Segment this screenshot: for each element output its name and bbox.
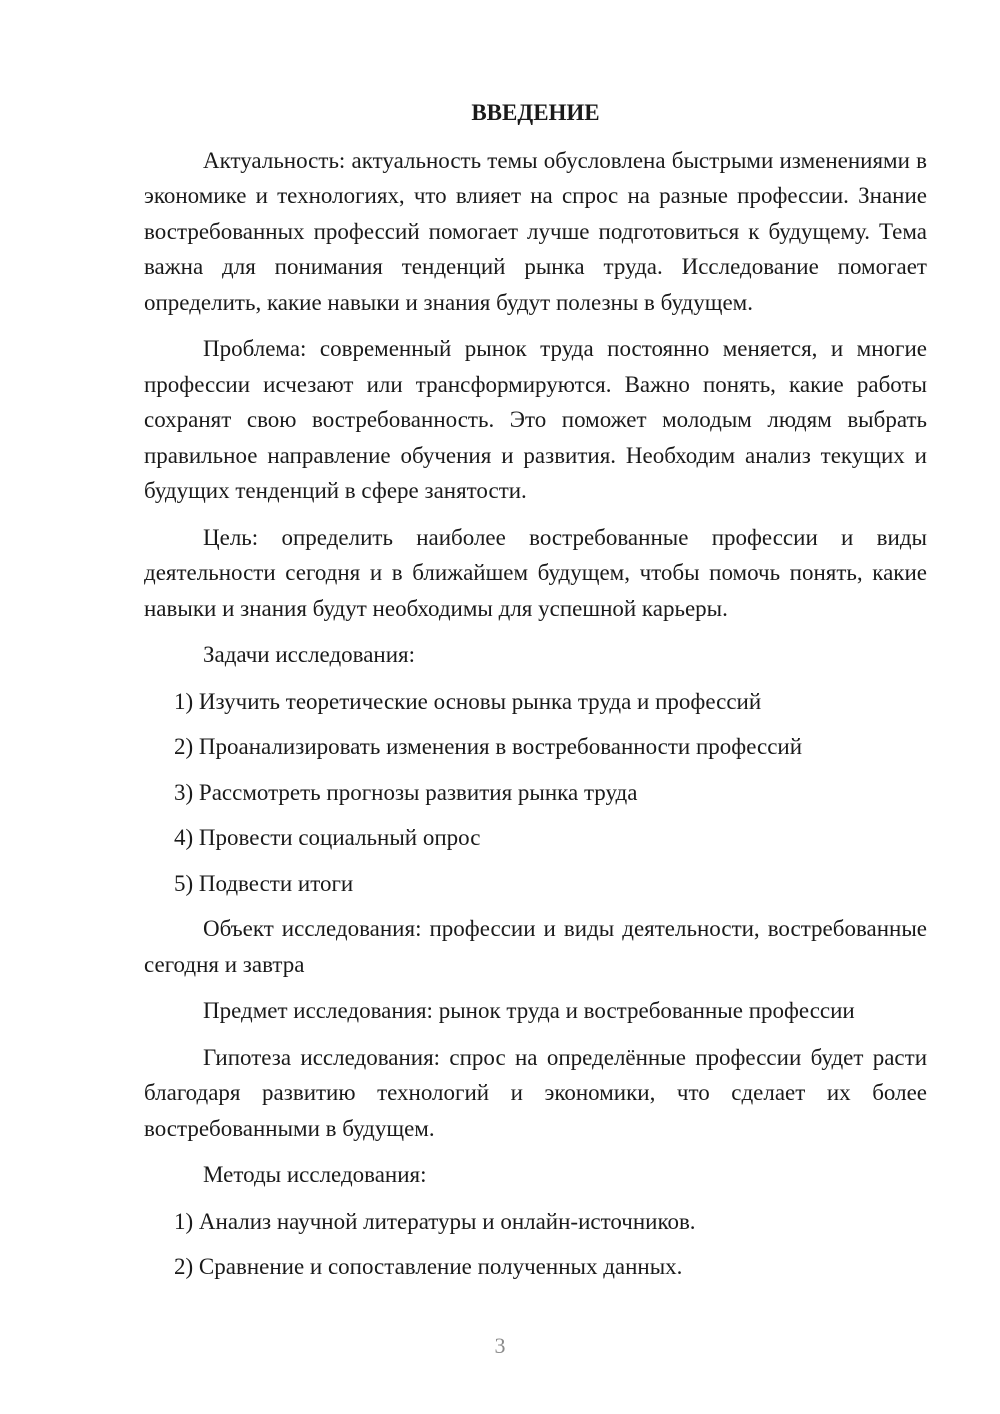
list-item: 2) Проанализировать изменения в востребованности профессий bbox=[174, 734, 803, 759]
problem-paragraph: Проблема: современный рынок труда постоянно меняется, и многие профессии исчезают или трансформируются. Важно понять, какие работы сохранят свою востребованность. Это поможет молодым людям выбрать правильное направление обучения и развития. Необходим анализ текущих и будущих тенденций в сфере занятости. bbox=[144, 336, 927, 503]
list-item: 4) Провести социальный опрос bbox=[174, 825, 481, 850]
page-title: ВВЕДЕНИЕ bbox=[471, 100, 600, 125]
page-content bbox=[144, 95, 927, 1295]
methods-heading: Методы исследования: bbox=[203, 1162, 427, 1187]
object-paragraph: Объект исследования: профессии и виды деятельности, востребованные сегодня и завтра bbox=[144, 916, 927, 977]
tasks-heading: Задачи исследования: bbox=[203, 642, 416, 667]
methods-list bbox=[144, 1204, 927, 1285]
list-item: 1) Анализ научной литературы и онлайн-источников. bbox=[174, 1208, 696, 1234]
goal-paragraph: Цель: определить наиболее востребованные профессии и виды деятельности сегодня и в ближайшем будущем, чтобы помочь понять, какие навыки и знания будут необходимы для успешной карьеры. bbox=[144, 524, 927, 621]
hypothesis-paragraph: Гипотеза исследования: спрос на определённые профессии будет расти благодаря развитию технологий и экономики, что сделает их более востребованными в будущем. bbox=[144, 1044, 927, 1141]
list-item: 1) Изучить теоретические основы рынка труда и профессий bbox=[174, 688, 762, 714]
relevance-paragraph: Актуальность: актуальность темы обусловлена быстрыми изменениями в экономике и технологиях, что влияет на спрос на разные профессии. Знание востребованных профессий помогает лучше подготовиться к будущему. Тема важна для понимания тенденций рынка труда. Исследование помогает определить, какие навыки и знания будут полезны в будущем. bbox=[144, 147, 927, 315]
page-number: 3 bbox=[494, 1333, 506, 1358]
list-item: 2) Сравнение и сопоставление полученных данных. bbox=[174, 1254, 683, 1279]
subject-paragraph: Предмет исследования: рынок труда и востребованные профессии bbox=[203, 998, 855, 1023]
list-item: 5) Подвести итоги bbox=[174, 870, 354, 896]
tasks-list bbox=[144, 684, 927, 902]
list-item: 3) Рассмотреть прогнозы развития рынка труда bbox=[174, 779, 638, 805]
